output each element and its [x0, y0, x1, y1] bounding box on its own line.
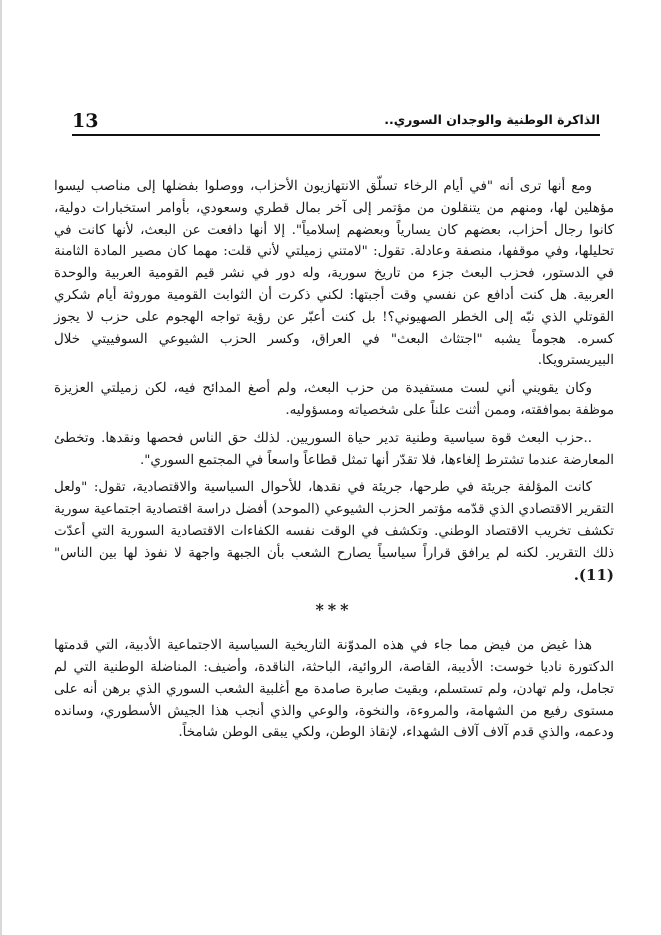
paragraph: وكان يقويني أني لست مستفيدة من حزب البعث، ولم أصغ المدائح فيه، لكن زميلتي العزيزة موظفة بموافقته، وممن أثنت علناً على شخصياته ومسؤوليه. — [54, 381, 614, 418]
running-title: الذاكرة الوطنية والوجدان السوري.. — [384, 112, 600, 127]
page-number: 13 — [72, 110, 99, 132]
paragraph: ..حزب البعث قوة سياسية وطنية تدير حياة السوريين. لذلك حق الناس فحصها ونقدها. وتخطئ المعارضة عندما تشترط إلغاءها، فلا تقدّر أنها تمثل قطاعاً واسعاً في المجتمع السوري". — [54, 430, 614, 468]
paragraph-text: كانت المؤلفة جريئة في طرحها، جريئة في نقدها، للأحوال السياسية والاقتصادية، تقول: "ولعل التقرير الاقتصادي الذي قدّمه مؤتمر الحزب الشيوعي (الموحد) أفضل دراسة اقتصادية اجتماعية سورية تكشف تخريب الاقتصاد الوطني. وتكشف في الوقت نفسه الكفاءات الاقتصادية السورية التي أعدّت ذلك التقرير. لكنه لم يرافق قراراً سياسياً يصارح الشعب بأن الجبهة واجهة لا نفوذ لها بين الناس" — [54, 480, 614, 561]
quote-paragraph — [54, 477, 614, 587]
body-text — [54, 176, 614, 750]
page-header — [72, 108, 600, 136]
footnote-reference: (11). — [573, 565, 614, 584]
section-separator: *** — [315, 600, 353, 620]
paragraph: ومع أنها ترى أنه "في أيام الرخاء تسلّق الانتهازيون الأحزاب، ووصلوا بفضلها إلى مناصب ليسوا مؤهلين لها، ومنهم من يتنقلون من مؤتمر إلى آخر بمال قطري وسعودي، بأوامر استخبارات دولية، كانوا رجال أحزاب، بعضهم كان يسارياً وبعضهم إسلامياً". إلا أنها دافعت عن البعث، لأنها كانت في تحليلها، وفي موقفها، منصفة وعادلة. تقول: "لامتني زميلتي لأني قلت: مهما كان مصير المادة الثامنة في الدستور، فحزب البعث جزء من تاريخ سورية، وله دور في نشر قيم القومية العربية والوحدة العربية. هل كنت أدافع عن نفسي وقت أجبتها: لكني ذكرت أن الثوابت القومية موروثة أيام شكري القوتلي الذي نبّه إلى الخطر الصهيوني؟! بل كنت أعبّر عن رؤية تواجه الهجوم على حزب لا يجوز كسره. هجوماً يشبه "اجتثاث البعث" في العراق، وكسر الحزب الشيوعي السوفييتي خلال البيريسترويكا. — [54, 179, 614, 369]
paragraph: هذا غيض من فيض مما جاء في هذه المدوّنة التاريخية السياسية الاجتماعية الأدبية، التي قدمتها الدكتورة ناديا خوست: الأديبة، القاصة، الروائية، الباحثة، الناقدة، وأضيف: المناضلة الوطنية التي لم تجامل، ولم تهادن، ولم تستسلم، وبقيت صابرة صامدة مع أغلبية الشعب السوري الذي برهن أنه على مستوى رفيع من الشهامة، والمروءة، والنخوة، والوعي والذي أنجب هذا الجيش الأسطوري، وسانده ودعمه، والذي قدم آلاف آلاف الشهداء، لإنقاذ الوطن، ولكي يبقى الوطن شامخاً. — [54, 638, 614, 741]
